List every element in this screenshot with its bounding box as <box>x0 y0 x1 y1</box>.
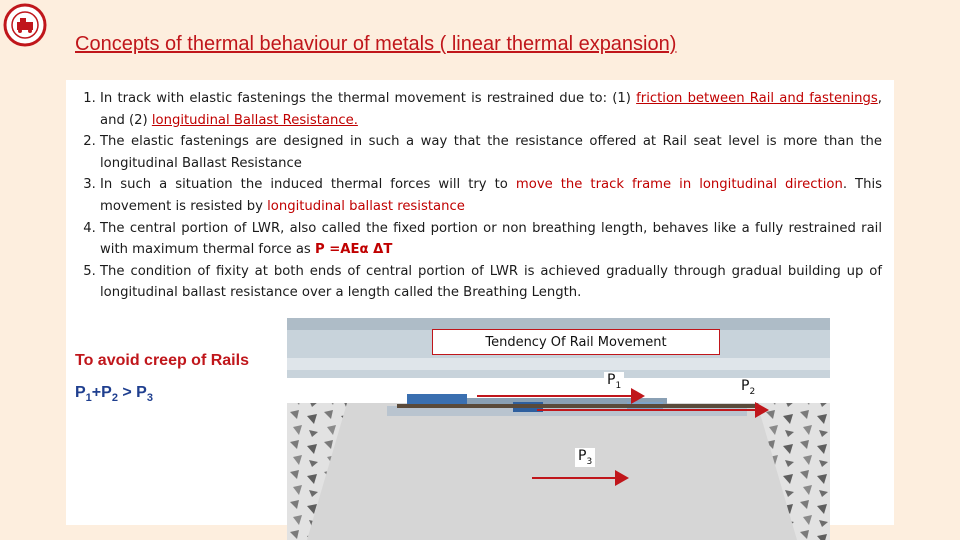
list-item: 1. In track with elastic fastenings the thermal movement is restrained due to: (1) friction between Rail and fastenings, and (2) longitudinal Ballast Resistance. <box>100 88 882 131</box>
concept-list <box>72 88 882 304</box>
p2-label: $P_2$ <box>738 378 758 397</box>
list-item: 2. The elastic fastenings are designed in such a way that the resistance offered at Rail seat level is more than the longitudinal Ballast Resistance <box>100 131 882 174</box>
list-item: 5. The condition of fixity at both ends of central portion of LWR is achieved gradually through gradual building up of longitudinal ballast resistance over a length called the Breathing Length. <box>100 261 882 304</box>
list-item: 4. The central portion of LWR, also called the fixed portion or non breathing length, behaves like a fully restrained rail with maximum thermal force as P =AEα ΔT <box>100 218 882 261</box>
p1-label: $P_1$ <box>604 372 624 391</box>
creep-formula: $P_1+P_2 > P_3$ <box>75 384 153 405</box>
indian-railways-logo <box>3 3 47 47</box>
list-item: 3. In such a situation the induced thermal forces will try to move the track frame in longitudinal direction. This movement is resisted by longitudinal ballast resistance <box>100 174 882 217</box>
slide-title: Concepts of thermal behaviour of metals ( linear thermal expansion) <box>75 33 677 55</box>
p3-label: $P_3$ <box>575 448 595 467</box>
creep-heading: To avoid creep of Rails <box>75 352 249 369</box>
rail-movement-label: Tendency Of Rail Movement <box>432 329 720 355</box>
